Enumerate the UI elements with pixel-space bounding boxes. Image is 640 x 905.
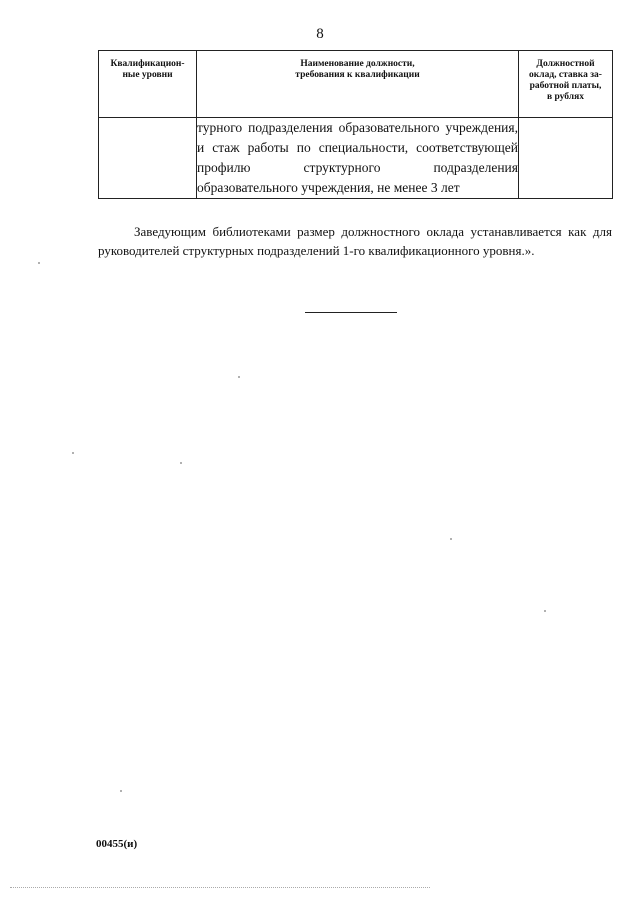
header-position-requirements: Наименование должности, требования к квалификации — [197, 51, 519, 118]
table-row — [99, 118, 613, 199]
librarian-paragraph: Заведующим библиотеками размер должностного оклада устанавливается как для руководителей структурных подразделений 1-го квалификационного уровня.». — [98, 224, 612, 258]
scan-speck — [180, 462, 182, 464]
scan-speck — [38, 262, 40, 264]
qualification-table — [98, 50, 613, 199]
cell-rate — [519, 118, 613, 199]
section-divider — [305, 312, 397, 313]
document-code: 00455(и) — [96, 838, 138, 850]
page-number: 8 — [316, 26, 324, 42]
scan-speck — [450, 538, 452, 540]
scan-speck — [72, 452, 74, 454]
table-header-row — [99, 51, 613, 118]
header-salary-rate: Должностной оклад, ставка за- работной платы, в рублях — [519, 51, 613, 118]
scan-noise-line — [10, 887, 430, 888]
scan-speck — [238, 376, 240, 378]
scan-speck — [544, 610, 546, 612]
header-qualification-levels: Квалификацион- ные уровни — [99, 51, 197, 118]
scan-speck — [120, 790, 122, 792]
cell-level — [99, 118, 197, 199]
cell-requirements: турного подразделения образовательного учреждения, и стаж работы по специальности, соответствующей профилю структурного подразделения образовательного учреждения, не менее 3 лет — [197, 118, 519, 199]
